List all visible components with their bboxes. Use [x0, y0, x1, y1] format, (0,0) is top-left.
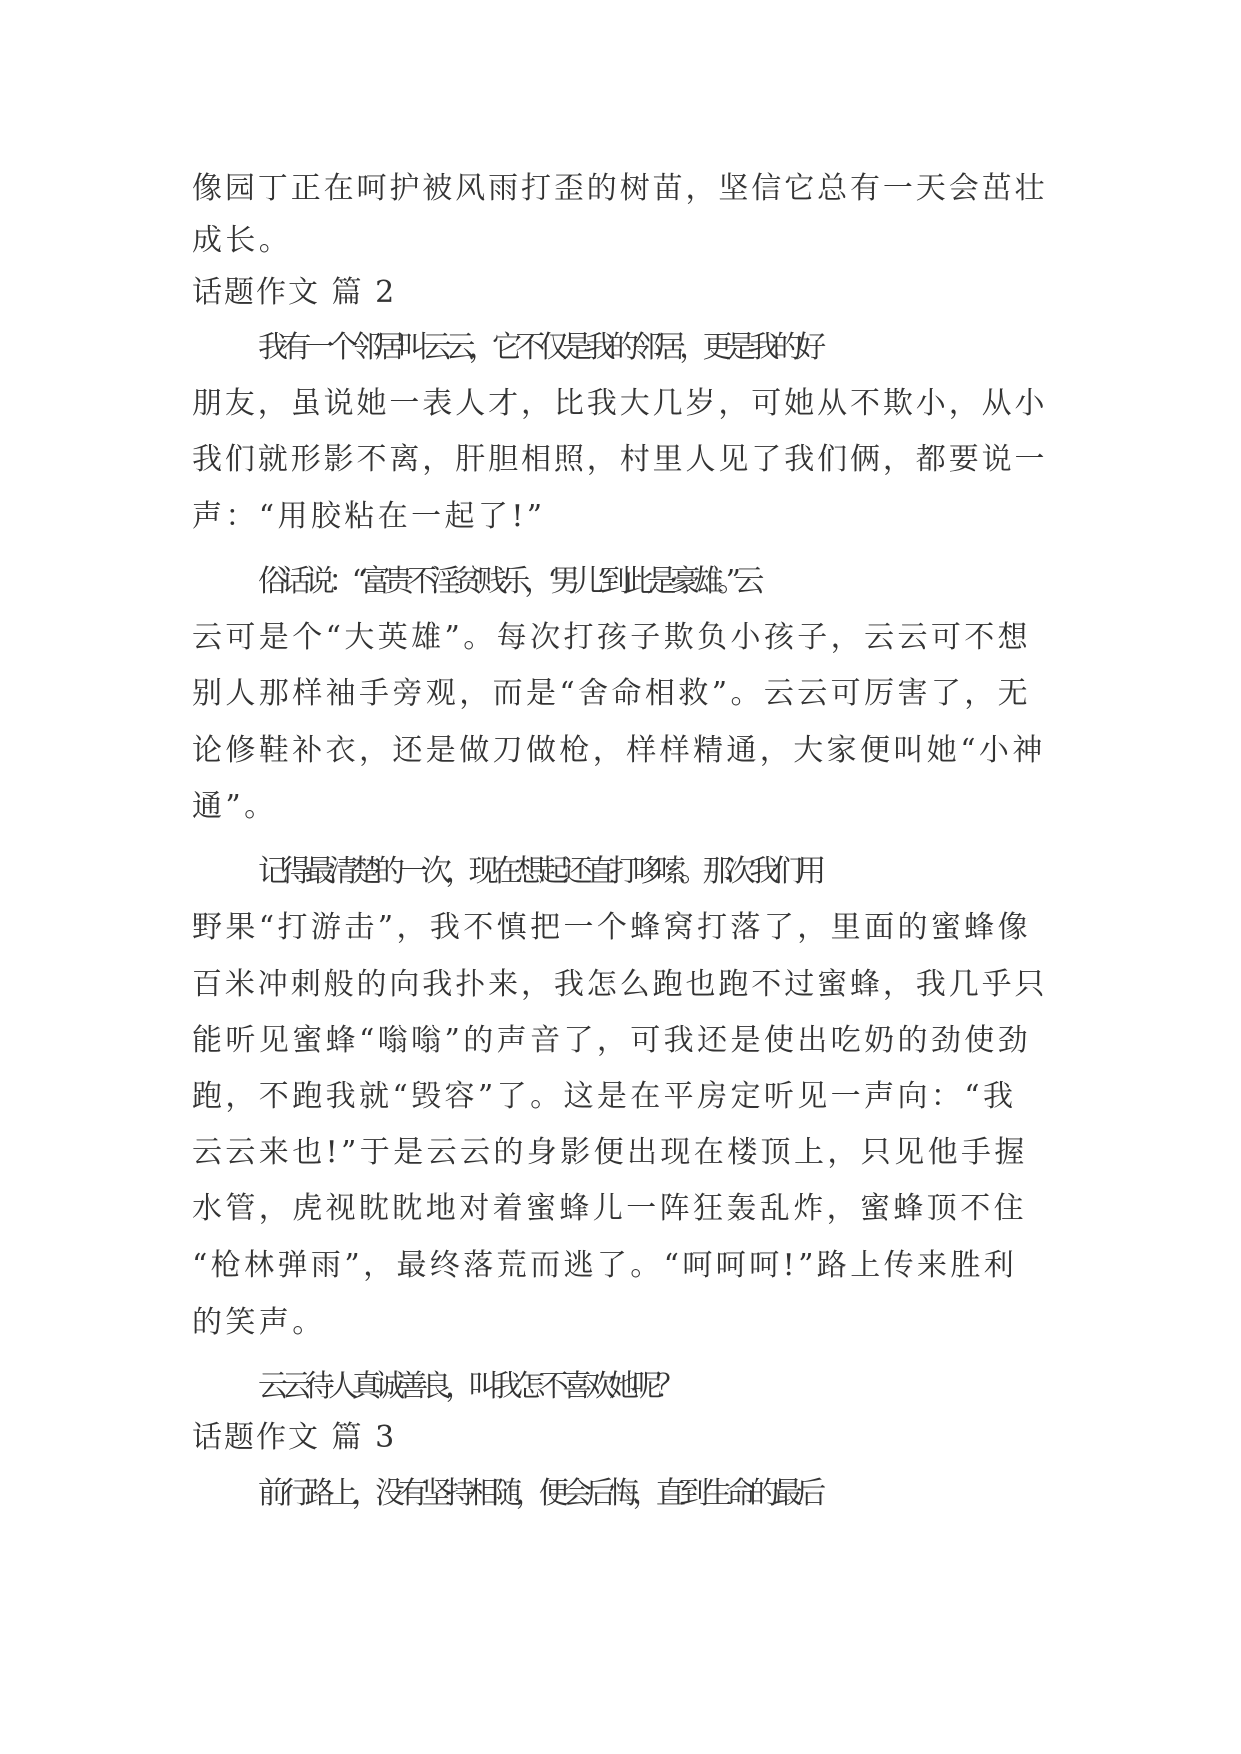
- text-line: 跑，不跑我就“毁容”了。这是在平房定听见一声向：“我: [192, 1079, 1017, 1114]
- text-line: 别人那样袖手旁观，而是“舍命相救”。云云可厉害了，无: [192, 676, 1032, 711]
- text-line: 云可是个“大英雄”。每次打孩子欺负小孩子，云云可不想: [192, 620, 1032, 655]
- paragraph-first-line: 云云待人真诚善良，叫我怎不喜欢她呢？: [258, 1369, 680, 1404]
- paragraph-first-line: 前行路上，没有坚持相随，便会后悔，直到生命的最后: [258, 1476, 820, 1511]
- text-line: 百米冲刺般的向我扑来，我怎么跑也跑不过蜜蜂，我几乎只: [192, 967, 1048, 1002]
- section-heading: 话题作文 篇 3: [192, 1420, 397, 1455]
- text-line: 朋友，虽说她一表人才，比我大几岁，可她从不欺小，从小: [192, 386, 1048, 421]
- paragraph-first-line: 俗话说：“富贵不淫贫贱乐，‘男儿’到此是豪雄。”云: [258, 564, 758, 599]
- text-line: 水管，虎视眈眈地对着蜜蜂儿一阵狂轰乱炸，蜜蜂顶不住: [192, 1191, 1027, 1226]
- text-line: 像园丁正在呵护被风雨打歪的树苗，坚信它总有一天会茁壮: [192, 171, 1048, 206]
- text-line: 我们就形影不离，肝胆相照，村里人见了我们俩，都要说一: [192, 442, 1048, 477]
- text-line: 声：“用胶粘在一起了!”: [192, 499, 546, 534]
- paragraph-first-line: 我有一个邻居叫云云，它不仅是我的邻居，更是我的好: [258, 330, 820, 365]
- text-line: 能听见蜜蜂“嗡嗡”的声音了，可我还是使出吃奶的劲使劲: [192, 1023, 1032, 1058]
- section-heading: 话题作文 篇 2: [192, 275, 397, 310]
- text-line: 论修鞋补衣，还是做刀做枪，样样精通，大家便叫她“小神: [192, 733, 1046, 768]
- paragraph-first-line: 记得最清楚的一次，现在想起还直打哆嗦。那次我们用: [258, 854, 820, 889]
- text-line: 野果“打游击”，我不慎把一个蜂窝打落了，里面的蜜蜂像: [192, 910, 1032, 945]
- text-line: “枪林弹雨”，最终落荒而逃了。“呵呵呵!”路上传来胜利: [192, 1248, 1018, 1283]
- text-line: 成长。: [192, 223, 293, 258]
- text-line: 的笑声。: [192, 1305, 326, 1340]
- text-line: 通”。: [192, 789, 278, 824]
- text-line: 云云来也!”于是云云的身影便出现在楼顶上，只见他手握: [192, 1135, 1028, 1170]
